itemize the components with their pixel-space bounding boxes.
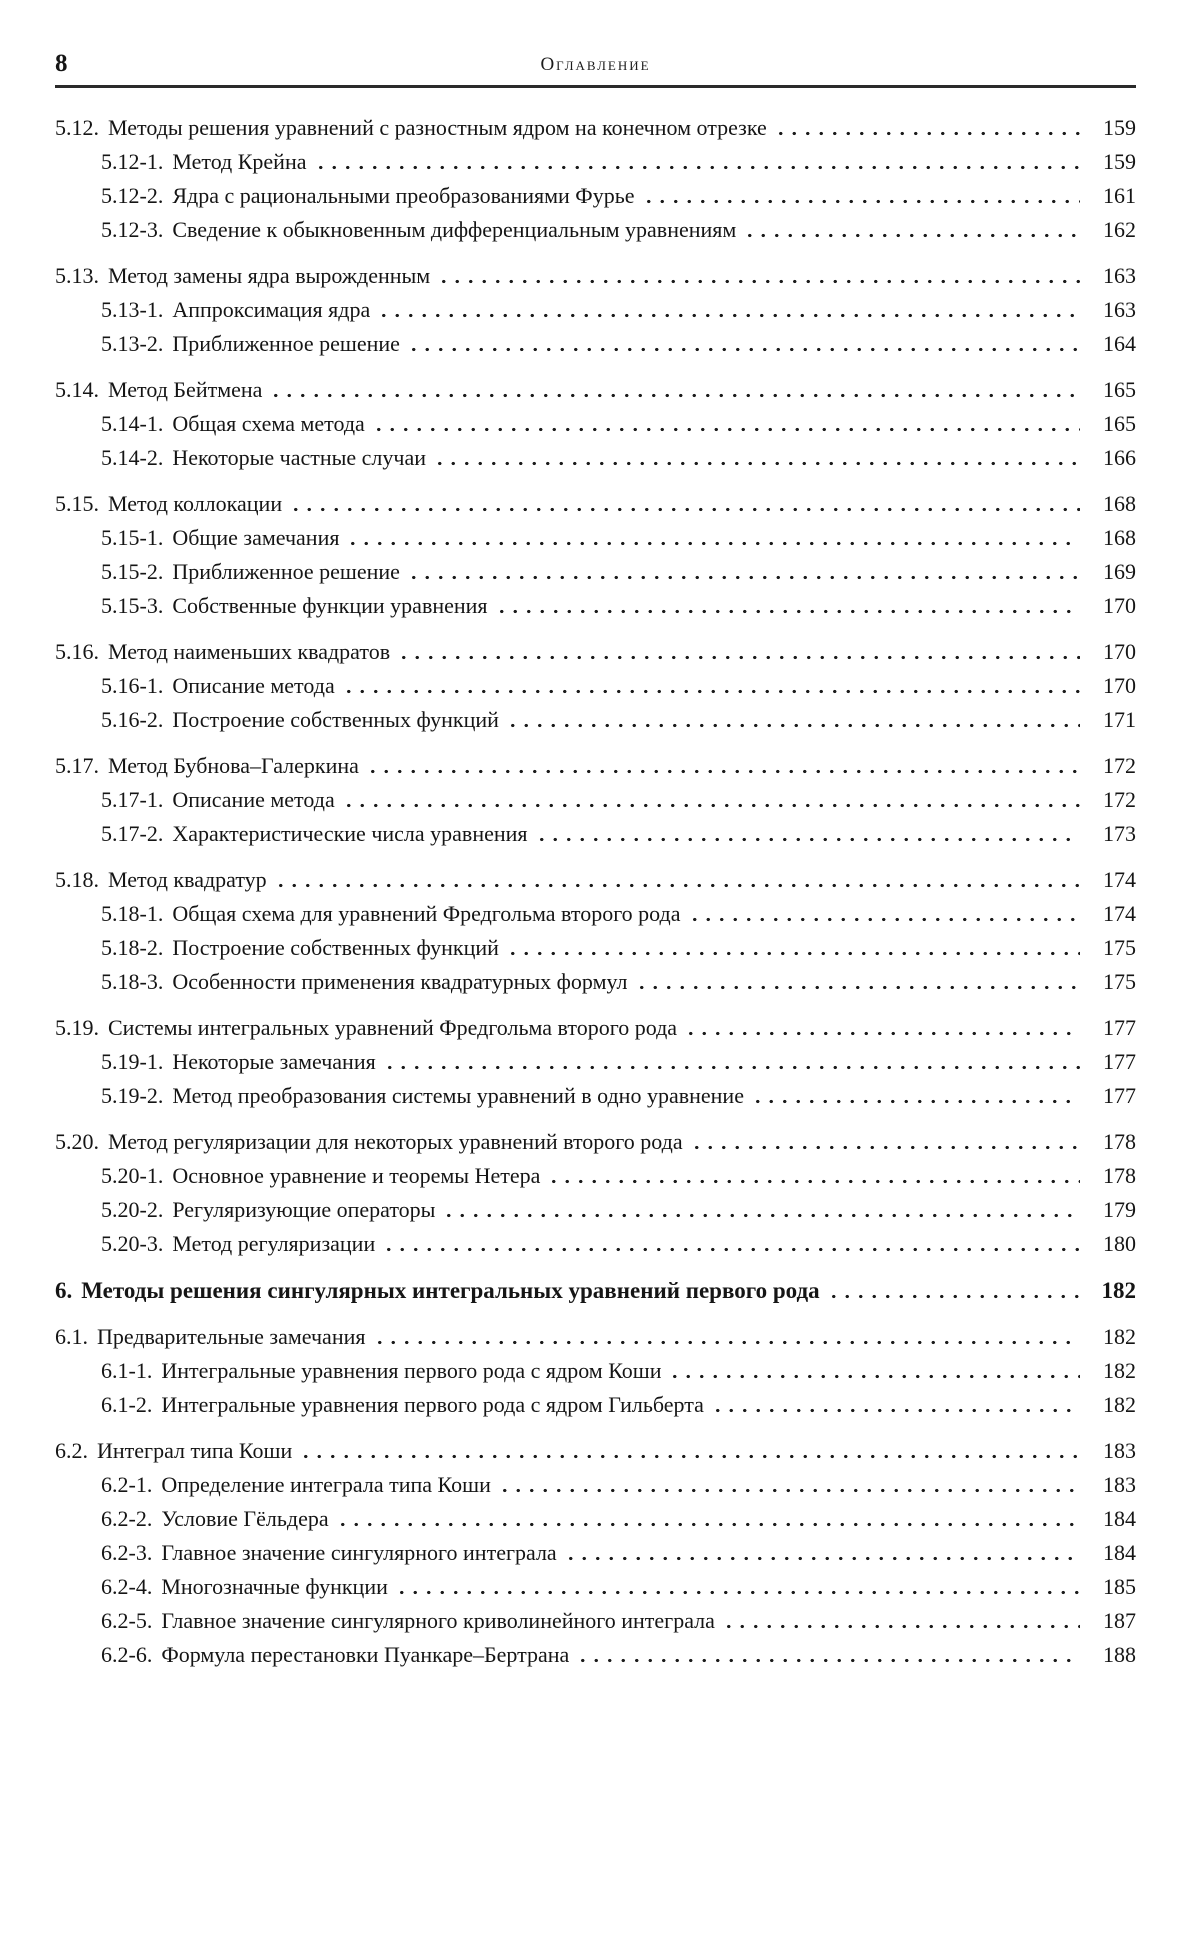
dot-leader: [314, 149, 1081, 175]
toc-entry-number: 5.15-2.: [101, 559, 164, 584]
dot-leader: [336, 1506, 1080, 1532]
toc-entry-page: 166: [1103, 445, 1136, 470]
toc-entry: [55, 969, 1136, 995]
toc-entry: [55, 1358, 1136, 1384]
toc-entry-page: 168: [1103, 525, 1136, 550]
toc-entry: [55, 1015, 1136, 1041]
toc-entry-number: 6.1.: [55, 1324, 88, 1349]
dot-leader: [269, 377, 1080, 403]
toc-entry-title: Предварительные замечания: [97, 1324, 366, 1349]
toc-entry-number: 6.2-6.: [101, 1642, 153, 1667]
toc-entry-title: Метод преобразования системы уравнений в одно уравнение: [172, 1083, 744, 1108]
toc-entry-title: Некоторые замечания: [172, 1049, 376, 1074]
toc-entry-title: Метод Крейна: [172, 149, 307, 174]
dot-leader: [372, 411, 1080, 437]
toc-entry-number: 5.14-2.: [101, 445, 164, 470]
toc-entry-number: 5.20-1.: [101, 1163, 164, 1188]
toc-entry: [55, 445, 1136, 471]
toc-entry-page: 177: [1103, 1015, 1136, 1040]
toc-entry-page: 173: [1103, 821, 1136, 846]
dot-leader: [684, 1015, 1080, 1041]
toc-entry-number: 5.13-1.: [101, 297, 164, 322]
toc-entry: [55, 1083, 1136, 1109]
toc-entry-page: 183: [1103, 1472, 1136, 1497]
toc-entry-number: 6.2-1.: [101, 1472, 153, 1497]
toc-entry-title: Метод коллокации: [108, 491, 283, 516]
toc-entry-number: 5.17.: [55, 753, 99, 778]
toc-entry: [55, 593, 1136, 619]
toc-entry-title: Метод наименьших квадратов: [108, 639, 391, 664]
toc-entry-page: 182: [1103, 1324, 1136, 1349]
toc-entry-page: 174: [1103, 901, 1136, 926]
toc-entry-page: 165: [1103, 377, 1136, 402]
toc-entry-title: Интегральные уравнения первого рода с ядром Гильберта: [161, 1392, 704, 1417]
toc-entry-number: 5.14-1.: [101, 411, 164, 436]
toc-list: [55, 115, 1136, 1668]
toc-entry: [55, 1506, 1136, 1532]
dot-leader: [433, 445, 1080, 471]
toc-entry-title: Метод Бубнова–Галеркина: [108, 753, 359, 778]
toc-entry-title: Некоторые частные случаи: [172, 445, 427, 470]
toc-entry-title: Системы интегральных уравнений Фредгольма второго рода: [108, 1015, 678, 1040]
toc-entry-number: 6.2-5.: [101, 1608, 153, 1633]
dot-leader: [383, 1049, 1080, 1075]
toc-entry-title: Приближенное решение: [172, 559, 400, 584]
toc-entry-number: 5.12-2.: [101, 183, 164, 208]
toc-entry-page: 175: [1103, 935, 1136, 960]
toc-entry: [55, 1540, 1136, 1566]
header-rule: [55, 85, 1136, 88]
dot-leader: [564, 1540, 1080, 1566]
toc-entry-number: 5.13.: [55, 263, 99, 288]
dot-leader: [342, 673, 1080, 699]
toc-entry: [55, 1438, 1136, 1464]
dot-leader: [827, 1277, 1080, 1304]
toc-entry-title: Главное значение сингулярного криволинейного интеграла: [161, 1608, 715, 1633]
toc-entry-page: 175: [1103, 969, 1136, 994]
toc-entry: [55, 183, 1136, 209]
toc-entry-page: 180: [1103, 1231, 1136, 1256]
toc-entry: [55, 1392, 1136, 1418]
toc-entry: [55, 115, 1136, 141]
toc-entry-title: Описание метода: [172, 673, 335, 698]
dot-leader: [535, 821, 1080, 847]
toc-entry: [55, 1231, 1136, 1257]
toc-entry-page: 183: [1103, 1438, 1136, 1463]
toc-entry: [55, 1472, 1136, 1498]
toc-entry: [55, 297, 1136, 323]
toc-entry: [55, 1642, 1136, 1668]
dot-leader: [397, 639, 1080, 665]
toc-entry-number: 6.2-4.: [101, 1574, 153, 1599]
toc-entry-page: 171: [1103, 707, 1136, 732]
toc-entry-title: Сведение к обыкновенным дифференциальным уравнениям: [172, 217, 737, 242]
toc-entry: [55, 935, 1136, 961]
toc-entry-title: Аппроксимация ядра: [172, 297, 371, 322]
toc-entry-page: 162: [1103, 217, 1136, 242]
toc-entry-title: Условие Гёльдера: [161, 1506, 329, 1531]
dot-leader: [688, 901, 1080, 927]
dot-leader: [711, 1392, 1080, 1418]
toc-entry: [55, 821, 1136, 847]
toc-entry-number: 5.16.: [55, 639, 99, 664]
toc-entry: [55, 1197, 1136, 1223]
toc-entry-page: 165: [1103, 411, 1136, 436]
toc-entry-number: 6.2.: [55, 1438, 88, 1463]
toc-entry-number: 5.12.: [55, 115, 99, 140]
toc-entry-number: 5.18.: [55, 867, 99, 892]
toc-entry-page: 182: [1103, 1392, 1136, 1417]
dot-leader: [576, 1642, 1080, 1668]
toc-entry: [55, 559, 1136, 585]
folio-page-number: 8: [55, 50, 68, 77]
toc-entry: [55, 1574, 1136, 1600]
dot-leader: [547, 1163, 1080, 1189]
dot-leader: [642, 183, 1081, 209]
toc-entry-number: 5.12-1.: [101, 149, 164, 174]
dot-leader: [407, 331, 1080, 357]
toc-entry-number: 6.: [55, 1278, 73, 1303]
dot-leader: [377, 297, 1080, 323]
toc-entry-title: Основное уравнение и теоремы Нетера: [172, 1163, 541, 1188]
toc-entry-title: Методы решения сингулярных интегральных уравнений первого рода: [81, 1278, 820, 1303]
toc-entry: [55, 377, 1136, 403]
toc-entry-number: 5.19-1.: [101, 1049, 164, 1074]
toc-entry-title: Построение собственных функций: [172, 707, 499, 732]
page-header: [55, 44, 1136, 76]
toc-entry-page: 187: [1103, 1608, 1136, 1633]
toc-entry: [55, 217, 1136, 243]
dot-leader: [395, 1574, 1080, 1600]
toc-entry-number: 5.16-1.: [101, 673, 164, 698]
toc-entry-page: 163: [1103, 263, 1136, 288]
toc-entry: [55, 491, 1136, 517]
toc-entry: [55, 753, 1136, 779]
toc-entry-title: Интеграл типа Коши: [97, 1438, 293, 1463]
toc-entry-title: Общая схема метода: [172, 411, 365, 436]
toc-entry-page: 174: [1103, 867, 1136, 892]
toc-entry-number: 5.19.: [55, 1015, 99, 1040]
toc-entry-page: 172: [1103, 753, 1136, 778]
dot-leader: [382, 1231, 1080, 1257]
dot-leader: [274, 867, 1080, 893]
toc-entry-number: 5.19-2.: [101, 1083, 164, 1108]
toc-entry-number: 5.15-1.: [101, 525, 164, 550]
toc-entry-title: Метод регуляризации для некоторых уравнений второго рода: [108, 1129, 683, 1154]
toc-entry: [55, 1608, 1136, 1634]
toc-entry: [55, 707, 1136, 733]
toc-entry-page: 164: [1103, 331, 1136, 356]
toc-entry-page: 178: [1103, 1163, 1136, 1188]
toc-entry-title: Метод регуляризации: [172, 1231, 376, 1256]
toc-entry-page: 163: [1103, 297, 1136, 322]
dot-leader: [722, 1608, 1080, 1634]
toc-entry-number: 5.14.: [55, 377, 99, 402]
toc-entry: [55, 1049, 1136, 1075]
dot-leader: [366, 753, 1080, 779]
toc-entry-page: 177: [1103, 1083, 1136, 1108]
toc-entry-page: 170: [1103, 639, 1136, 664]
toc-entry-number: 5.16-2.: [101, 707, 164, 732]
toc-entry: [55, 149, 1136, 175]
toc-entry-page: 169: [1103, 559, 1136, 584]
dot-leader: [751, 1083, 1080, 1109]
toc-entry-page: 170: [1103, 673, 1136, 698]
dot-leader: [506, 935, 1080, 961]
toc-entry: [55, 1324, 1136, 1350]
toc-entry-page: 188: [1103, 1642, 1136, 1667]
toc-entry-number: 6.2-2.: [101, 1506, 153, 1531]
toc-entry-number: 5.18-3.: [101, 969, 164, 994]
toc-entry-title: Главное значение сингулярного интеграла: [161, 1540, 557, 1565]
dot-leader: [635, 969, 1080, 995]
toc-entry-page: 177: [1103, 1049, 1136, 1074]
toc-entry-title: Определение интеграла типа Коши: [161, 1472, 491, 1497]
dot-leader: [774, 115, 1080, 141]
toc-entry-page: 159: [1103, 149, 1136, 174]
toc-entry: [55, 1129, 1136, 1155]
dot-leader: [373, 1324, 1081, 1350]
toc-entry-number: 5.18-1.: [101, 901, 164, 926]
toc-entry: [55, 1163, 1136, 1189]
toc-entry-page: 170: [1103, 593, 1136, 618]
dot-leader: [289, 491, 1080, 517]
toc-entry-title: Многозначные функции: [161, 1574, 388, 1599]
toc-entry-title: Регуляризующие операторы: [172, 1197, 436, 1222]
toc-entry-title: Метод замены ядра вырожденным: [108, 263, 431, 288]
toc-entry: [55, 411, 1136, 437]
dot-leader: [498, 1472, 1080, 1498]
toc-entry-number: 5.17-2.: [101, 821, 164, 846]
toc-entry-page: 185: [1103, 1574, 1136, 1599]
dot-leader: [506, 707, 1080, 733]
toc-entry: [55, 639, 1136, 665]
toc-entry-title: Собственные функции уравнения: [172, 593, 488, 618]
dot-leader: [743, 217, 1080, 243]
toc-entry-page: 182: [1103, 1358, 1136, 1383]
toc-entry-title: Описание метода: [172, 787, 335, 812]
toc-entry-title: Интегральные уравнения первого рода с ядром Коши: [161, 1358, 662, 1383]
toc-entry-number: 5.18-2.: [101, 935, 164, 960]
toc-entry-page: 179: [1103, 1197, 1136, 1222]
toc-entry-number: 5.17-1.: [101, 787, 164, 812]
toc-entry-title: Метод Бейтмена: [108, 377, 263, 402]
toc-entry: [55, 525, 1136, 551]
dot-leader: [407, 559, 1080, 585]
toc-entry-page: 184: [1103, 1506, 1136, 1531]
toc-entry-page: 182: [1101, 1278, 1136, 1303]
toc-entry-page: 168: [1103, 491, 1136, 516]
toc-entry: [55, 867, 1136, 893]
toc-entry-number: 5.13-2.: [101, 331, 164, 356]
toc-entry-page: 159: [1103, 115, 1136, 140]
dot-leader: [342, 787, 1080, 813]
toc-entry: [55, 1277, 1136, 1304]
toc-entry-number: 5.15.: [55, 491, 99, 516]
toc-entry-number: 5.20-3.: [101, 1231, 164, 1256]
toc-entry-title: Ядра с рациональными преобразованиями Фурье: [172, 183, 635, 208]
toc-entry-number: 5.20-2.: [101, 1197, 164, 1222]
toc-entry-number: 5.20.: [55, 1129, 99, 1154]
dot-leader: [495, 593, 1080, 619]
toc-entry-number: 5.15-3.: [101, 593, 164, 618]
dot-leader: [299, 1438, 1080, 1464]
toc-entry-title: Общая схема для уравнений Фредгольма второго рода: [172, 901, 681, 926]
toc-entry-title: Общие замечания: [172, 525, 340, 550]
toc-entry-page: 184: [1103, 1540, 1136, 1565]
toc-entry-page: 178: [1103, 1129, 1136, 1154]
toc-entry: [55, 673, 1136, 699]
toc-entry-title: Особенности применения квадратурных формул: [172, 969, 628, 994]
toc-entry: [55, 901, 1136, 927]
dot-leader: [690, 1129, 1080, 1155]
toc-entry-number: 6.1-1.: [101, 1358, 153, 1383]
toc-entry: [55, 787, 1136, 813]
dot-leader: [442, 1197, 1080, 1223]
toc-entry: [55, 263, 1136, 289]
toc-entry-title: Характеристические числа уравнения: [172, 821, 528, 846]
toc-entry-title: Методы решения уравнений с разностным ядром на конечном отрезке: [108, 115, 767, 140]
toc-entry: [55, 331, 1136, 357]
toc-entry-number: 6.1-2.: [101, 1392, 153, 1417]
running-head: Оглавление: [540, 54, 651, 75]
toc-entry-number: 6.2-3.: [101, 1540, 153, 1565]
dot-leader: [346, 525, 1080, 551]
toc-entry-title: Приближенное решение: [172, 331, 400, 356]
toc-entry-title: Формула перестановки Пуанкаре–Бертрана: [161, 1642, 570, 1667]
dot-leader: [668, 1358, 1080, 1384]
toc-entry-title: Построение собственных функций: [172, 935, 499, 960]
toc-entry-title: Метод квадратур: [108, 867, 267, 892]
toc-entry-number: 5.12-3.: [101, 217, 164, 242]
toc-entry-page: 172: [1103, 787, 1136, 812]
dot-leader: [437, 263, 1080, 289]
toc-entry-page: 161: [1103, 183, 1136, 208]
